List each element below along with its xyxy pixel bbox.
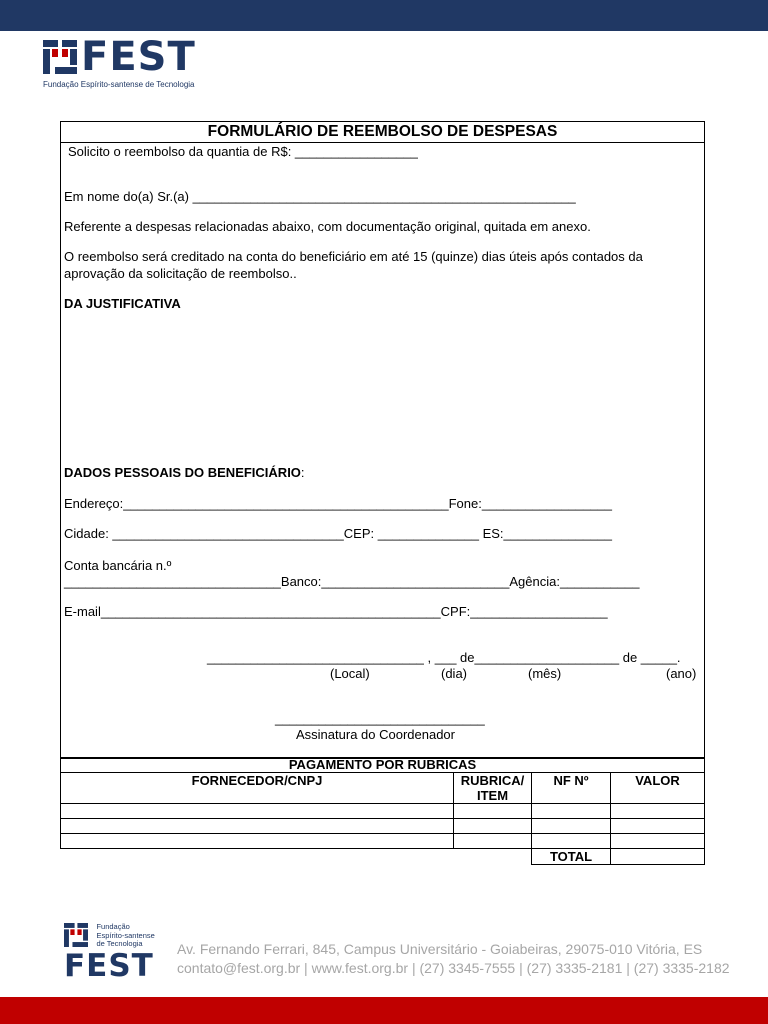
table-row [61,819,705,834]
field-quantia[interactable]: Solicito o reembolso da quantia de R$: _________________ [68,144,418,159]
footer-logo-caption [96,923,154,949]
dados-colon: : [300,465,305,480]
col-rubrica: RUBRICA/ ITEM [454,773,532,804]
label-ano: (ano) [666,666,697,681]
cell-valor[interactable] [611,834,705,849]
footer-caption-line: de Tecnologia [96,939,143,948]
total-label: TOTAL [532,849,611,865]
col-nf: NF Nº [532,773,611,804]
header-bar [0,0,768,31]
field-conta-banco-agencia[interactable]: ______________________________Banco:__________________________Agência:___________ [64,574,640,589]
total-spacer [61,849,532,865]
field-cidade-cep-es[interactable]: Cidade: ________________________________CEP: ______________ ES:_______________ [64,526,612,541]
cell-rubrica[interactable] [454,804,532,819]
footer-caption-line: Fundação [96,922,130,931]
label-mes: (mês) [528,666,562,681]
col-fornecedor: FORNECEDOR/CNPJ [61,773,454,804]
payment-heading: PAGAMENTO POR RUBRICAS [61,758,705,773]
footer-logo [64,923,155,982]
cell-fornecedor[interactable] [61,819,454,834]
field-data[interactable]: ______________________________ , ___ de____________________ de _____. [207,650,681,665]
fest-logo-icon [43,40,77,74]
justificativa-heading: DA JUSTIFICATIVA [64,296,181,311]
form-title: FORMULÁRIO DE REEMBOLSO DE DESPESAS [207,123,558,140]
cell-nf[interactable] [532,834,611,849]
justificativa-area[interactable] [64,313,700,458]
signature-label: Assinatura do Coordenador [296,727,455,742]
label-dia: (dia) [441,666,468,681]
cell-valor[interactable] [611,819,705,834]
field-nome[interactable]: Em nome do(a) Sr.(a) _____________________________________________________ [64,189,576,204]
text-referente: Referente a despesas relacionadas abaixo, com documentação original, quitada em anexo. [64,219,591,234]
table-row [61,804,705,819]
col-valor: VALOR [611,773,705,804]
footer-address: Av. Fernando Ferrari, 845, Campus Universitário - Goiabeiras, 29075-010 Vitória, ES [177,941,703,957]
payment-table [60,757,705,865]
total-row [61,849,705,865]
label-local: (Local) [330,666,370,681]
text-credito-1: O reembolso será creditado na conta do beneficiário em até 15 (quinze) dias úteis após contados da [64,249,643,264]
dados-heading: DADOS PESSOAIS DO BENEFICIÁRIO [64,465,301,480]
reimbursement-form [60,121,705,759]
cell-nf[interactable] [532,819,611,834]
fest-logo [43,34,196,89]
footer-caption-line: Espírito-santense [96,930,155,940]
dados-heading-wrap [64,464,305,481]
logo-wordmark: FEST [81,34,196,80]
footer-contact: contato@fest.org.br | www.fest.org.br | (27) 3345-7555 | (27) 3335-2181 | (27) 3335-2182 [177,960,730,976]
table-row [61,834,705,849]
label-conta-bancaria: Conta bancária n.º [64,558,172,573]
footer-wordmark: FEST [64,947,154,984]
text-credito-2: aprovação da solicitação de reembolso.. [64,266,297,281]
signature-line[interactable]: _____________________________ [275,711,485,726]
cell-fornecedor[interactable] [61,834,454,849]
cell-fornecedor[interactable] [61,804,454,819]
footer-bar [0,997,768,1024]
cell-nf[interactable] [532,804,611,819]
cell-rubrica[interactable] [454,834,532,849]
cell-rubrica[interactable] [454,819,532,834]
field-email-cpf[interactable]: E-mail_______________________________________________CPF:___________________ [64,604,608,619]
cell-valor[interactable] [611,804,705,819]
logo-subtitle: Fundação Espírito-santense de Tecnologia [43,80,195,89]
total-value[interactable] [611,849,705,865]
footer-logo-icon [64,923,88,947]
field-endereco-fone[interactable]: Endereço:_____________________________________________Fone:__________________ [64,496,612,511]
footer-address-block [177,940,730,978]
